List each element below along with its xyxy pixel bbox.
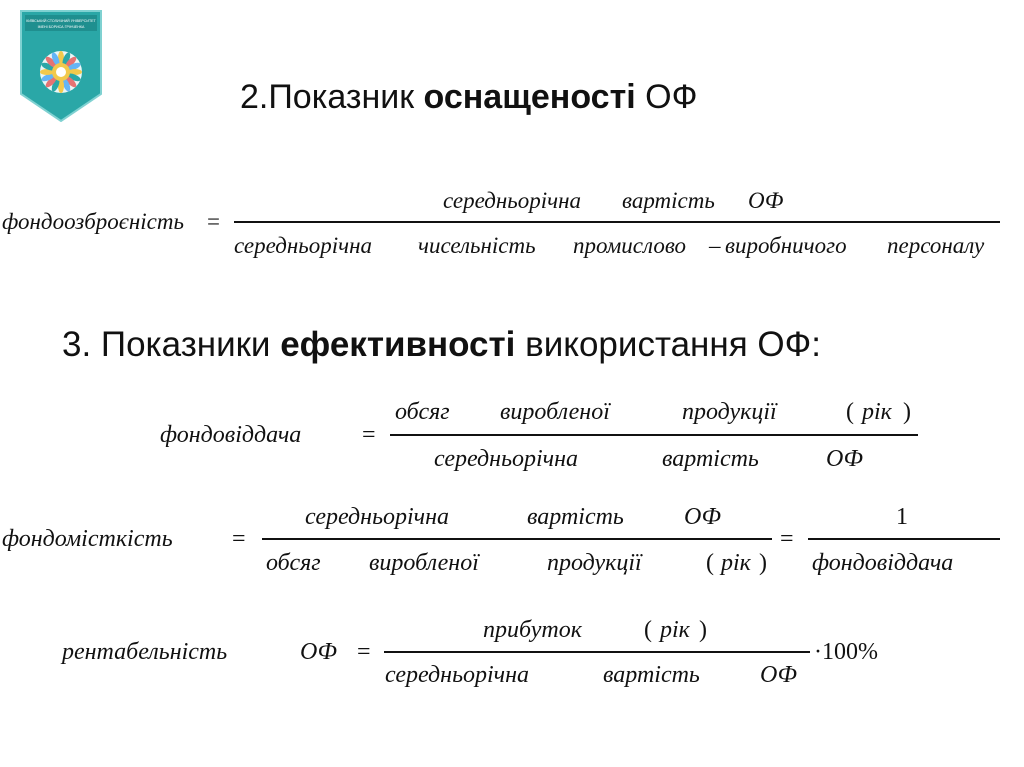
formula2-equals: =	[362, 422, 376, 448]
logo-star-icon	[40, 51, 82, 93]
formula2-den-3: ОФ	[826, 446, 863, 472]
formula4-den-1: середньорічна	[385, 662, 530, 688]
formula3-den-3: продукції	[547, 550, 642, 576]
formula1-fraction-bar	[234, 221, 1000, 223]
logo-text-line-1: КИЇВСЬКИЙ СТОЛИЧНИЙ УНІВЕРСИТЕТ	[26, 19, 96, 23]
university-logo	[20, 10, 102, 122]
formula1-den-3: промислово	[573, 233, 687, 258]
formula3-num-3: ОФ	[684, 504, 721, 530]
formula3-equals-2: =	[780, 526, 794, 552]
formula1-lhs: фондоозброєність	[2, 209, 184, 234]
formula4-multiplier: ·100%	[814, 639, 878, 665]
formula2-den-2: вартість	[662, 446, 759, 472]
formula2-num-6: )	[903, 399, 911, 425]
formula2-fraction-bar	[390, 434, 918, 436]
formula4-num-2: (	[644, 617, 652, 643]
formula1-den-4: –	[709, 233, 721, 258]
formula3-den-5: рік	[721, 550, 751, 576]
logo-text-line-2: ІМЕНІ БОРИСА ГРІНЧЕНКА	[37, 25, 85, 29]
formula2-num-2: виробленої	[500, 399, 610, 425]
formula3-den2: фондовіддача	[812, 550, 954, 576]
formula1-num-1: середньорічна	[443, 188, 582, 213]
formula3-num2: 1	[896, 504, 908, 530]
formula3-fraction-bar-2	[808, 538, 1000, 540]
formula3-den-1: обсяг	[266, 550, 321, 576]
formula3-num-1: середньорічна	[305, 504, 450, 530]
formula4-lhs-2: ОФ	[300, 639, 337, 665]
formula2-lhs: фондовіддача	[160, 422, 302, 448]
formula4-num-1: прибуток	[483, 617, 582, 643]
formula2-num-5: рік	[862, 399, 892, 425]
formula4-den-3: ОФ	[760, 662, 797, 688]
formula4-num-3: рік	[660, 617, 690, 643]
formula2-den-1: середньорічна	[434, 446, 579, 472]
formula4-fraction-bar	[384, 651, 810, 653]
formula2-num-4: (	[846, 399, 854, 425]
formula3-den-6: )	[759, 550, 767, 576]
formula3-lhs: фондомісткість	[2, 526, 173, 552]
formula3-den-4: (	[706, 550, 714, 576]
formula3-equals: =	[232, 526, 246, 552]
heading-efficiency-indicators: 3. Показники ефективності використання ОФ:	[62, 325, 821, 364]
formula4-num-4: )	[699, 617, 707, 643]
formula3-den-2: виробленої	[369, 550, 479, 576]
formula4-den-2: вартість	[603, 662, 700, 688]
formula2-num-3: продукції	[682, 399, 777, 425]
heading-equipment-indicator: 2.Показник оснащеності ОФ	[240, 78, 698, 116]
formula1-den-6: персоналу	[887, 233, 985, 258]
formula3-fraction-bar	[262, 538, 772, 540]
formula4-lhs-1: рентабельність	[62, 639, 228, 665]
formula1-num-3: ОФ	[748, 188, 784, 213]
formula1-equals: =	[207, 209, 220, 234]
formula2-num-1: обсяг	[395, 399, 450, 425]
formula3-num-2: вартість	[527, 504, 624, 530]
formula4-equals: =	[357, 639, 371, 665]
formula1-den-5: виробничого	[725, 233, 847, 258]
formula1-num-2: вартість	[622, 188, 715, 213]
formula1-den-2: чисельність	[418, 233, 536, 258]
formula1-den-1: середньорічна	[234, 233, 373, 258]
